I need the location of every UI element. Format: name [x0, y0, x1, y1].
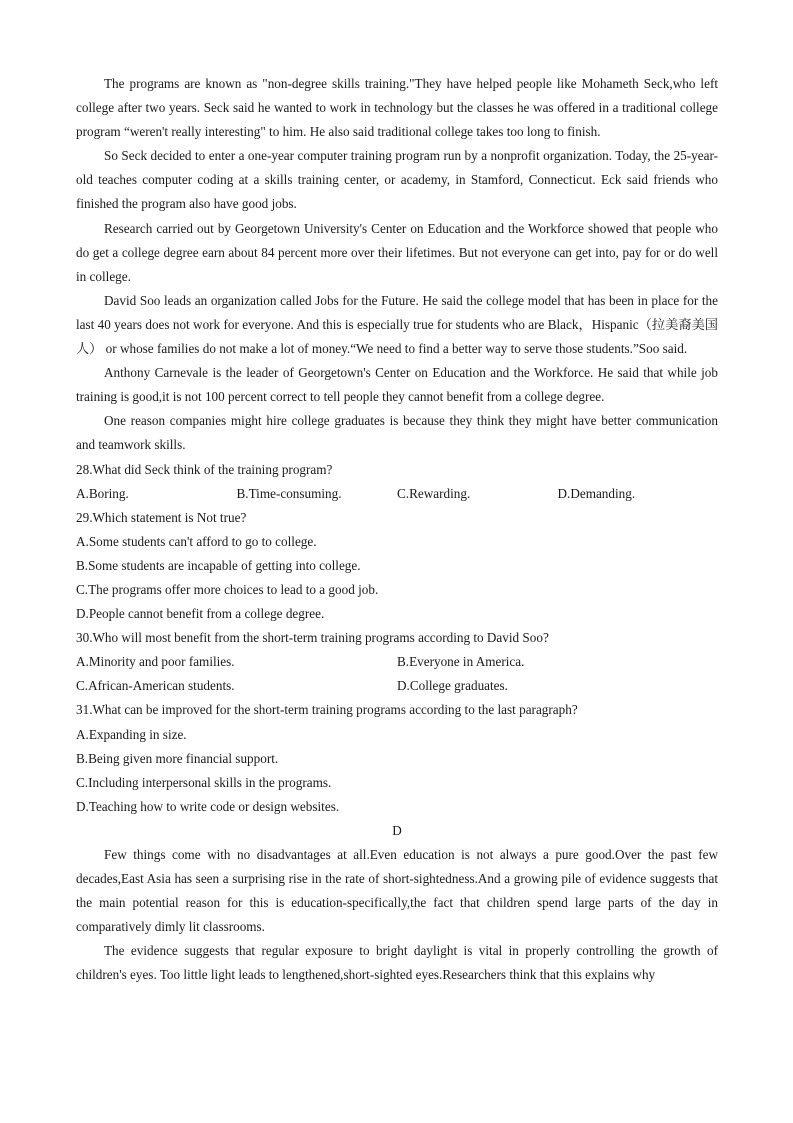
option-d: D.People cannot benefit from a college degree.	[76, 606, 325, 622]
option-b: B.Everyone in America.	[397, 654, 525, 670]
question-stem: 31.What can be improved for the short-term training programs according to the last paragraph?	[76, 702, 578, 718]
option-row	[76, 650, 718, 674]
option-c: C.African-American students.	[76, 678, 235, 694]
option-row	[76, 482, 718, 506]
question-31	[76, 698, 718, 818]
option-d: D.College graduates.	[397, 678, 508, 694]
passage-paragraph: So Seck decided to enter a one-year computer training program run by a nonprofit organization. Today, the 25-year-old teaches computer coding at a skills training center, or academy, in Stamford, Connecticut. Eck said friends who finished the program also have good jobs.	[76, 148, 718, 212]
option-b: B.Some students are incapable of getting into college.	[76, 557, 361, 573]
option-a: A.Expanding in size.	[76, 726, 187, 742]
passage-paragraph: David Soo leads an organization called Jobs for the Future. He said the college model that has been in place for the last 40 years does not work for everyone. And this is especially true for students who are Black，Hispanic（拉美裔美国人） or whose families do not make a lot of money.“We need to find a better way to serve those students.”Soo said.	[76, 292, 718, 357]
option-a: A.Boring.	[76, 485, 129, 501]
section-heading: D	[392, 822, 402, 838]
question-stem: 28.What did Seck think of the training program?	[76, 461, 333, 477]
passage-paragraph: The programs are known as "non-degree skills training."They have helped people like Mohameth Seck,who left college after two years. Seck said he wanted to work in technology but the classes he was offered in a traditional college program “weren't really interesting" to him. He also said traditional college takes too long to finish.	[76, 76, 718, 140]
option-c: C.Rewarding.	[397, 485, 471, 501]
option-b: B.Time-consuming.	[236, 485, 342, 501]
document-page	[76, 72, 718, 988]
option-row	[76, 674, 718, 698]
passage-paragraph: The evidence suggests that regular exposure to bright daylight is vital in properly controlling the growth of children's eyes. Too little light leads to lengthened,short-sighted eyes.Researchers think that this explains why	[76, 943, 718, 983]
option-a: A.Some students can't afford to go to college.	[76, 533, 317, 549]
option-a: A.Minority and poor families.	[76, 654, 235, 670]
passage-paragraph: One reason companies might hire college graduates is because they think they might have better communication and teamwork skills.	[76, 413, 718, 453]
question-30	[76, 626, 718, 698]
question-stem: 29.Which statement is Not true?	[76, 509, 247, 525]
question-stem: 30.Who will most benefit from the short-term training programs according to David Soo?	[76, 630, 549, 646]
option-d: D.Demanding.	[557, 485, 636, 501]
option-c: C.The programs offer more choices to lead to a good job.	[76, 581, 379, 597]
passage-paragraph: Research carried out by Georgetown University's Center on Education and the Workforce showed that people who do get a college degree earn about 84 percent more over their lifetimes. But not everyone can get into, pay for or do well in college.	[76, 220, 718, 284]
passage-paragraph: Few things come with no disadvantages at all.Even education is not always a pure good.Over the past few decades,East Asia has seen a surprising rise in the rate of short-sightedness.And a growing pile of evidence suggests that the main potential reason for this is education-specifically,the fact that children spend large parts of the day in comparatively dimly lit classrooms.	[76, 847, 718, 935]
question-28	[76, 458, 718, 506]
option-c: C.Including interpersonal skills in the programs.	[76, 774, 332, 790]
option-b: B.Being given more financial support.	[76, 750, 279, 766]
question-29	[76, 506, 718, 626]
passage-paragraph: Anthony Carnevale is the leader of Georgetown's Center on Education and the Workforce. He said that while job training is good,it is not 100 percent correct to tell people they cannot benefit from a college degree.	[76, 365, 718, 405]
option-d: D.Teaching how to write code or design websites.	[76, 798, 340, 814]
